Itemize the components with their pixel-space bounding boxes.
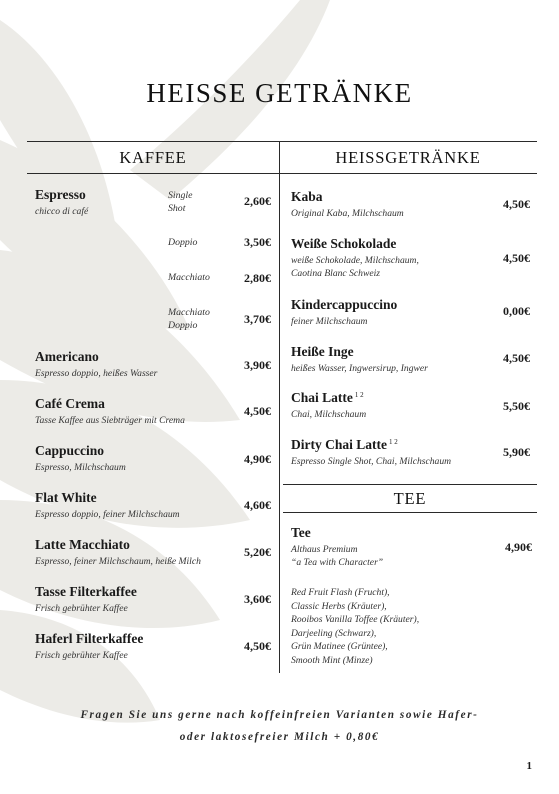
tea-varieties-list — [291, 586, 419, 668]
menu-item-kaba — [291, 189, 404, 220]
item-desc: heißes Wasser, Ingwersirup, Ingwer — [291, 363, 428, 374]
variant-label: Macchiato — [168, 272, 210, 283]
footer-note-line2: oder laktosefreier Milch + 0,80€ — [179, 731, 380, 743]
item-name: Flat White — [35, 490, 97, 505]
item-name: Latte Macchiato — [35, 537, 130, 552]
item-name: Kaba — [291, 189, 323, 204]
tee-bottom-rule — [283, 512, 537, 513]
variant-label: Shot — [168, 203, 186, 214]
item-desc: feiner Milchschaum — [291, 316, 368, 327]
item-desc: Tasse Kaffee aus Siebträger mit Crema — [35, 415, 185, 426]
tea-variety: Grün Matinee (Grüntee), — [291, 641, 388, 653]
variant-label: Macchiato — [168, 307, 210, 318]
price: 4,90€ — [505, 540, 532, 554]
item-name: Tee — [291, 525, 311, 540]
item-name: Espresso — [35, 187, 86, 202]
price: 2,60€ — [244, 194, 271, 208]
tea-variety: Darjeeling (Schwarz), — [291, 627, 377, 639]
item-name: Haferl Filterkaffee — [35, 631, 144, 646]
variant-label: Doppio — [168, 320, 198, 331]
page-number: 1 — [526, 760, 532, 772]
price: 4,50€ — [244, 639, 271, 653]
kaffee-header-rule — [27, 173, 279, 174]
menu-item-tee — [291, 525, 383, 569]
price: 4,50€ — [503, 351, 530, 365]
price: 4,50€ — [503, 197, 530, 211]
item-name: Heiße Inge — [291, 344, 354, 359]
menu-item-flat-white — [35, 490, 180, 521]
item-name: Café Crema — [35, 396, 105, 411]
menu-item-kindercappuccino — [291, 297, 397, 328]
item-desc: Espresso, feiner Milchschaum, heiße Milch — [35, 556, 201, 567]
allergen-footnote: 1 2 — [388, 437, 398, 446]
page-title: HEISSE GETRÄNKE — [146, 78, 413, 108]
tee-heading: TEE — [393, 489, 427, 508]
item-name-text: Chai Latte — [291, 390, 353, 405]
price: 2,80€ — [244, 271, 271, 285]
price: 5,50€ — [503, 399, 530, 413]
price: 4,50€ — [503, 251, 530, 265]
footer-note-line1: Fragen Sie uns gerne nach koffeinfreien Varianten sowie Hafer- — [80, 709, 479, 721]
variant-macchiato — [168, 271, 210, 284]
item-desc: Frisch gebrühter Kaffee — [35, 603, 128, 614]
table-top-rule — [27, 141, 537, 142]
price: 3,90€ — [244, 358, 271, 372]
price: 5,90€ — [503, 445, 530, 459]
item-desc: Espresso doppio, feiner Milchschaum — [35, 509, 180, 520]
item-name — [291, 390, 366, 406]
price: 4,50€ — [244, 404, 271, 418]
price: 4,60€ — [244, 498, 271, 512]
menu-item-cafe-crema — [35, 396, 185, 427]
variant-single-shot — [168, 189, 193, 215]
menu-item-latte-macchiato — [35, 537, 201, 568]
item-name-text: Dirty Chai Latte — [291, 437, 387, 452]
item-desc: Espresso Single Shot, Chai, Milchschaum — [291, 456, 452, 467]
item-desc: Caotina Blanc Schweiz — [291, 268, 380, 279]
item-desc: Espresso doppio, heißes Wasser — [35, 368, 158, 379]
price: 3,70€ — [244, 312, 271, 326]
item-desc: Espresso, Milchschaum — [35, 462, 126, 473]
item-name: Americano — [35, 349, 99, 364]
item-desc: chicco di café — [35, 206, 89, 217]
price: 3,50€ — [244, 235, 271, 249]
variant-doppio — [168, 236, 197, 249]
tea-variety: Smooth Mint (Minze) — [291, 654, 373, 666]
allergen-footnote: 1 2 — [354, 390, 364, 399]
menu-item-americano — [35, 349, 157, 380]
item-desc: Original Kaba, Milchschaum — [291, 208, 404, 219]
item-desc: Frisch gebrühter Kaffee — [35, 650, 128, 661]
menu-item-dirty-chai-latte — [291, 437, 451, 468]
tee-top-rule — [283, 484, 537, 485]
item-name: Weiße Schokolade — [291, 236, 397, 251]
variant-macchiato-doppio — [168, 306, 210, 332]
menu-item-cappuccino — [35, 443, 126, 474]
price: 4,90€ — [244, 452, 271, 466]
tea-variety: Rooibos Vanilla Toffee (Kräuter), — [291, 614, 420, 626]
menu-item-heisse-inge — [291, 344, 428, 375]
variant-label: Single — [168, 190, 193, 201]
column-divider — [279, 141, 280, 673]
price: 0,00€ — [503, 304, 530, 318]
variant-label: Doppio — [168, 237, 198, 248]
heiss-header-rule — [279, 173, 537, 174]
item-name — [291, 437, 451, 453]
tea-variety: Classic Herbs (Kräuter), — [291, 600, 387, 612]
price: 5,20€ — [244, 545, 271, 559]
price: 3,60€ — [244, 592, 271, 606]
item-name: Tasse Filterkaffee — [35, 584, 137, 599]
menu-item-weisse-schokolade — [291, 236, 419, 280]
menu-item-espresso — [35, 187, 88, 218]
menu-item-tasse-filterkaffee — [35, 584, 137, 615]
item-desc: Althaus Premium — [291, 544, 358, 555]
menu-item-haferl-filterkaffee — [35, 631, 143, 662]
item-name: Cappuccino — [35, 443, 105, 458]
kaffee-heading: KAFFEE — [119, 148, 187, 167]
menu-item-chai-latte — [291, 390, 366, 421]
item-desc: “a Tea with Character” — [291, 557, 384, 568]
item-desc: Chai, Milchschaum — [291, 409, 367, 420]
item-name: Kindercappuccino — [291, 297, 398, 312]
tea-variety: Red Fruit Flash (Frucht), — [291, 587, 390, 598]
heissgetraenke-heading: HEISSGETRÄNKE — [335, 148, 481, 167]
item-desc: weiße Schokolade, Milchschaum, — [291, 255, 419, 266]
